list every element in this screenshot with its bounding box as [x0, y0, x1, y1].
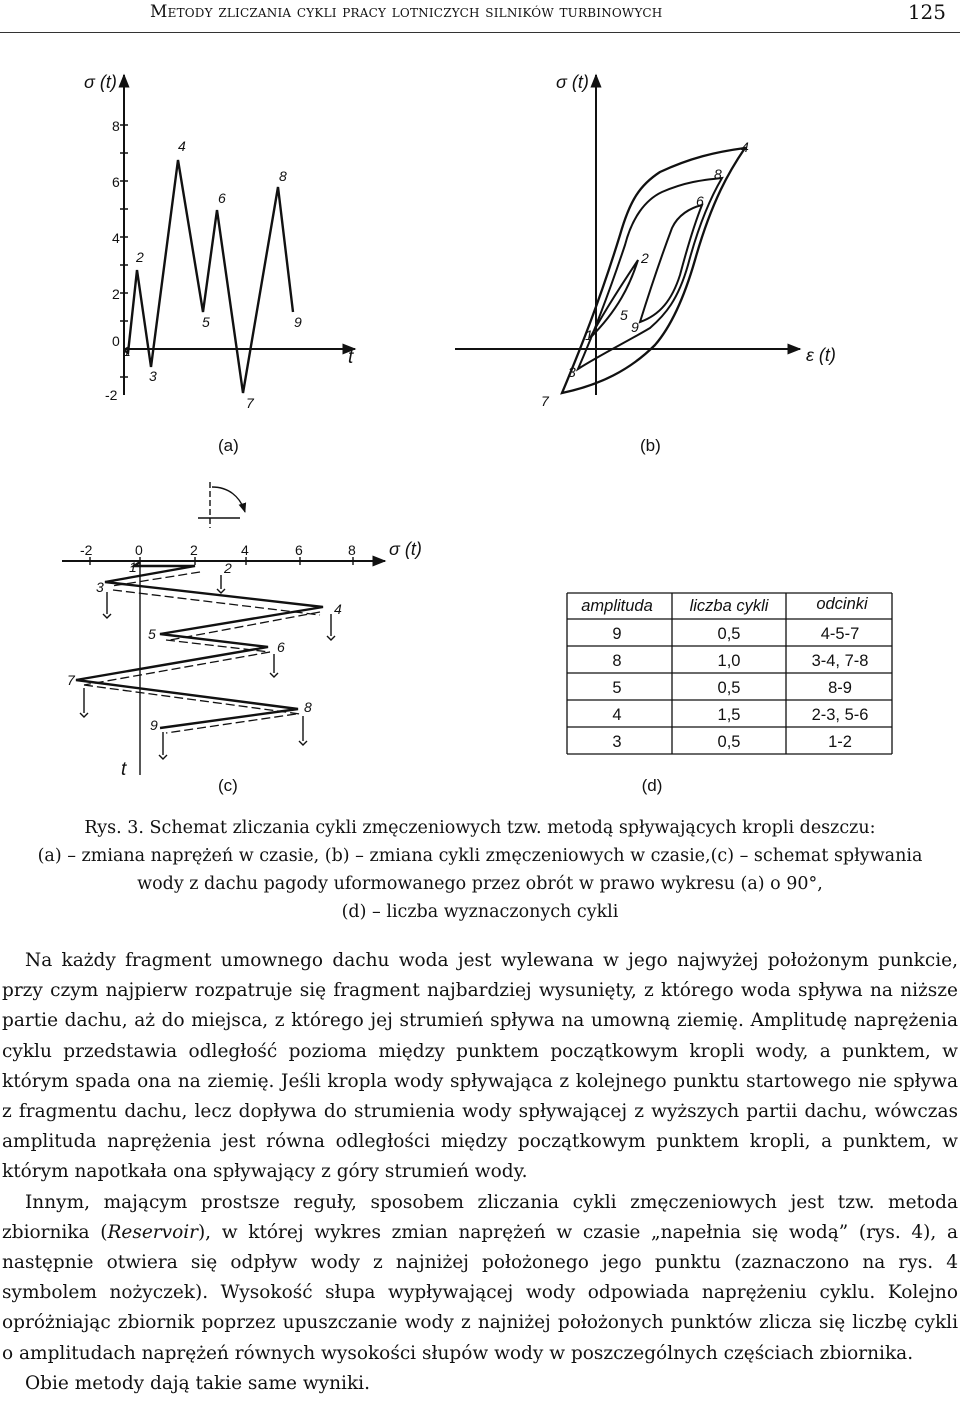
- panel-a-ytick-2: 2: [112, 286, 120, 302]
- panel-c-pagoda: [62, 557, 385, 775]
- table-cell: 3-4, 7-8: [811, 652, 869, 670]
- body-text: [2, 946, 958, 1399]
- reservoir-term: Reservoir: [107, 1221, 198, 1243]
- page-number: 125: [907, 0, 946, 24]
- panel-c-xtick-2: 2: [190, 542, 198, 558]
- panel-b-point-6: 6: [696, 193, 704, 209]
- running-title: Metody zliczania cykli pracy lotniczych silników turbinowych: [150, 2, 663, 22]
- panel-b-point-3: 3: [568, 364, 576, 380]
- panel-c-xtick-minus2: -2: [80, 542, 93, 558]
- panel-a-point-9: 9: [294, 314, 302, 330]
- panel-c-stress-line: [76, 562, 323, 728]
- panel-a-ytick-6: 6: [112, 174, 120, 190]
- caption-line: (d) – liczba wyznaczonych cykli: [341, 902, 619, 922]
- panel-d-table: [567, 593, 892, 754]
- panel-d-table-text: [581, 595, 869, 795]
- table-cell: 1,5: [717, 706, 741, 724]
- panel-b-label: (b): [640, 436, 661, 455]
- panel-a-xlabel: t: [348, 347, 354, 368]
- panel-b-hysteresis: [455, 75, 800, 395]
- table-cell: 4-5-7: [820, 625, 860, 643]
- panel-a-ytick-8: 8: [112, 118, 120, 134]
- panel-a-point-1: 1: [123, 343, 131, 359]
- panel-c-point-5: 5: [148, 626, 156, 642]
- panel-c-xtick-0: 0: [135, 542, 143, 558]
- table-cell: 8: [612, 652, 622, 670]
- table-cell: 2-3, 5-6: [811, 706, 869, 724]
- panel-c-drop-markers: [80, 575, 335, 759]
- panel-c-point-6: 6: [277, 639, 285, 655]
- panel-a-label: (a): [218, 436, 239, 455]
- table-cell: 3: [612, 733, 622, 751]
- panel-c-xtick-6: 6: [295, 542, 303, 558]
- table-cell: 0,5: [717, 733, 741, 751]
- page-header: [0, 0, 960, 34]
- table-cell: 5: [612, 679, 622, 697]
- panel-b-point-9: 9: [631, 319, 639, 335]
- panel-a-point-3: 3: [149, 368, 157, 384]
- table-cell: 4: [612, 706, 622, 724]
- panel-c-point-9: 9: [150, 717, 158, 733]
- panel-a-stress-line: [124, 160, 293, 393]
- paragraph: [2, 1188, 958, 1369]
- table-cell: 8-9: [828, 679, 852, 697]
- table-cell: 1-2: [828, 733, 852, 751]
- panel-b-point-5: 5: [620, 307, 628, 323]
- panel-b-point-7: 7: [541, 393, 549, 409]
- table-cell: 0,5: [717, 679, 741, 697]
- panel-b-point-8: 8: [714, 166, 722, 182]
- panel-a-ylabel: σ (t): [84, 72, 117, 92]
- table-cell: 9: [612, 625, 622, 643]
- table-cell: 1,0: [717, 652, 741, 670]
- panel-a-point-7: 7: [246, 395, 254, 411]
- caption-line: wody z dachu pagody uformowanego przez obrót w prawo wykresu (a) o 90°,: [137, 874, 823, 894]
- panel-a-point-4: 4: [178, 138, 186, 154]
- panel-c-point-2: 2: [224, 560, 232, 576]
- figure: [0, 40, 960, 810]
- panel-a-ytick-4: 4: [112, 230, 120, 246]
- panel-c-point-7: 7: [67, 672, 75, 688]
- table-cell: 0,5: [717, 625, 741, 643]
- caption-line: (a) – zmiana naprężeń w czasie, (b) – zmiana cykli zmęczeniowych w czasie,(c) – schemat spływania: [37, 846, 923, 866]
- table-header-odcinki: odcinki: [816, 595, 868, 613]
- panel-b-point-4: 4: [741, 139, 749, 155]
- panel-c-point-1: 1: [129, 559, 137, 575]
- panel-a-ytick-minus2: -2: [105, 387, 118, 403]
- header-rule: [0, 32, 960, 33]
- table-header-amplituda: amplituda: [581, 597, 653, 615]
- panel-c-rotation-symbol: [198, 482, 245, 528]
- panel-b-xlabel: ε (t): [806, 345, 836, 365]
- panel-c-point-8: 8: [304, 699, 312, 715]
- panel-a-ytick-0: 0: [112, 333, 120, 349]
- panel-a-time-history: [120, 75, 355, 395]
- panel-c-text: [67, 539, 422, 795]
- panel-c-point-3: 3: [96, 579, 104, 595]
- panel-a-point-5: 5: [202, 314, 210, 330]
- paragraph: Na każdy fragment umownego dachu woda jest wylewana w jego najwyżej położonym punkcie, przy czym najpierw rozpatruje się fragment najbardziej wysunięty, z którego woda spływa na niższe partie dachu, aż do miejsca, z którego jej strumień spływa na umowną ziemię. Amplitudę naprężenia cyklu przedstawia odległość pozioma między punktem początkowym kropli wody, a punktem, w którym spada ona na ziemię. Jeśli kropla wody spływająca z kolejnego punktu startowego nie spływa z fragmentu dachu, lecz dopływa do strumienia wody spływającej z wyższych partii dachu, wówczas amplituda naprężenia jest równa odległości między początkowym punktem kropli, a punktem, w którym napotkała ona spływający z góry strumień wody.: [2, 950, 958, 1183]
- panel-a-point-8: 8: [279, 168, 287, 184]
- panel-c-xtick-4: 4: [241, 542, 249, 558]
- panel-b-point-1: 1: [585, 327, 593, 343]
- panel-c-axis-label: σ (t): [389, 539, 422, 559]
- paragraph-text: ), w której wykres zmian naprężeń w czasie „napełnia się wodą” (rys. 4), a następnie otwiera się odpływ wody z najniżej położonego jego punktu (zaznaczono na rys. 4 symbolem nożyczek). Wysokość słupa wypływającej wody odpowiada naprężeniu cyklu. Kolejno opróżniając zbiornik poprzez upuszczanie wody z najniżej położonych punktów zlicza się liczbę cykli o amplitudach naprężeń równych wysokości słupów wody w poszczególnych częściach zbiornika.: [2, 1221, 958, 1364]
- panel-b-ylabel: σ (t): [556, 72, 589, 92]
- panel-c-label: (c): [218, 776, 238, 795]
- caption-line: Rys. 3. Schemat zliczania cykli zmęczeniowych tzw. metodą spływających kropli deszczu:: [84, 818, 876, 838]
- panel-c-point-4: 4: [334, 601, 342, 617]
- panel-b-point-2: 2: [641, 250, 649, 266]
- panel-c-time-label: t: [121, 759, 127, 780]
- panel-a-point-2: 2: [136, 249, 144, 265]
- table-header-liczba-cykli: liczba cykli: [689, 597, 769, 615]
- panel-c-xtick-8: 8: [348, 542, 356, 558]
- paragraph: Obie metody dają takie same wyniki.: [25, 1372, 370, 1394]
- panel-d-label: (d): [641, 776, 663, 795]
- panel-a-point-6: 6: [218, 190, 226, 206]
- figure-caption: [0, 814, 960, 926]
- paragraph-text: Innym, mającym prostsze reguły, sposobem zliczania cykli zmęczeniowych jest tzw. metoda zbiornika (: [2, 1191, 958, 1243]
